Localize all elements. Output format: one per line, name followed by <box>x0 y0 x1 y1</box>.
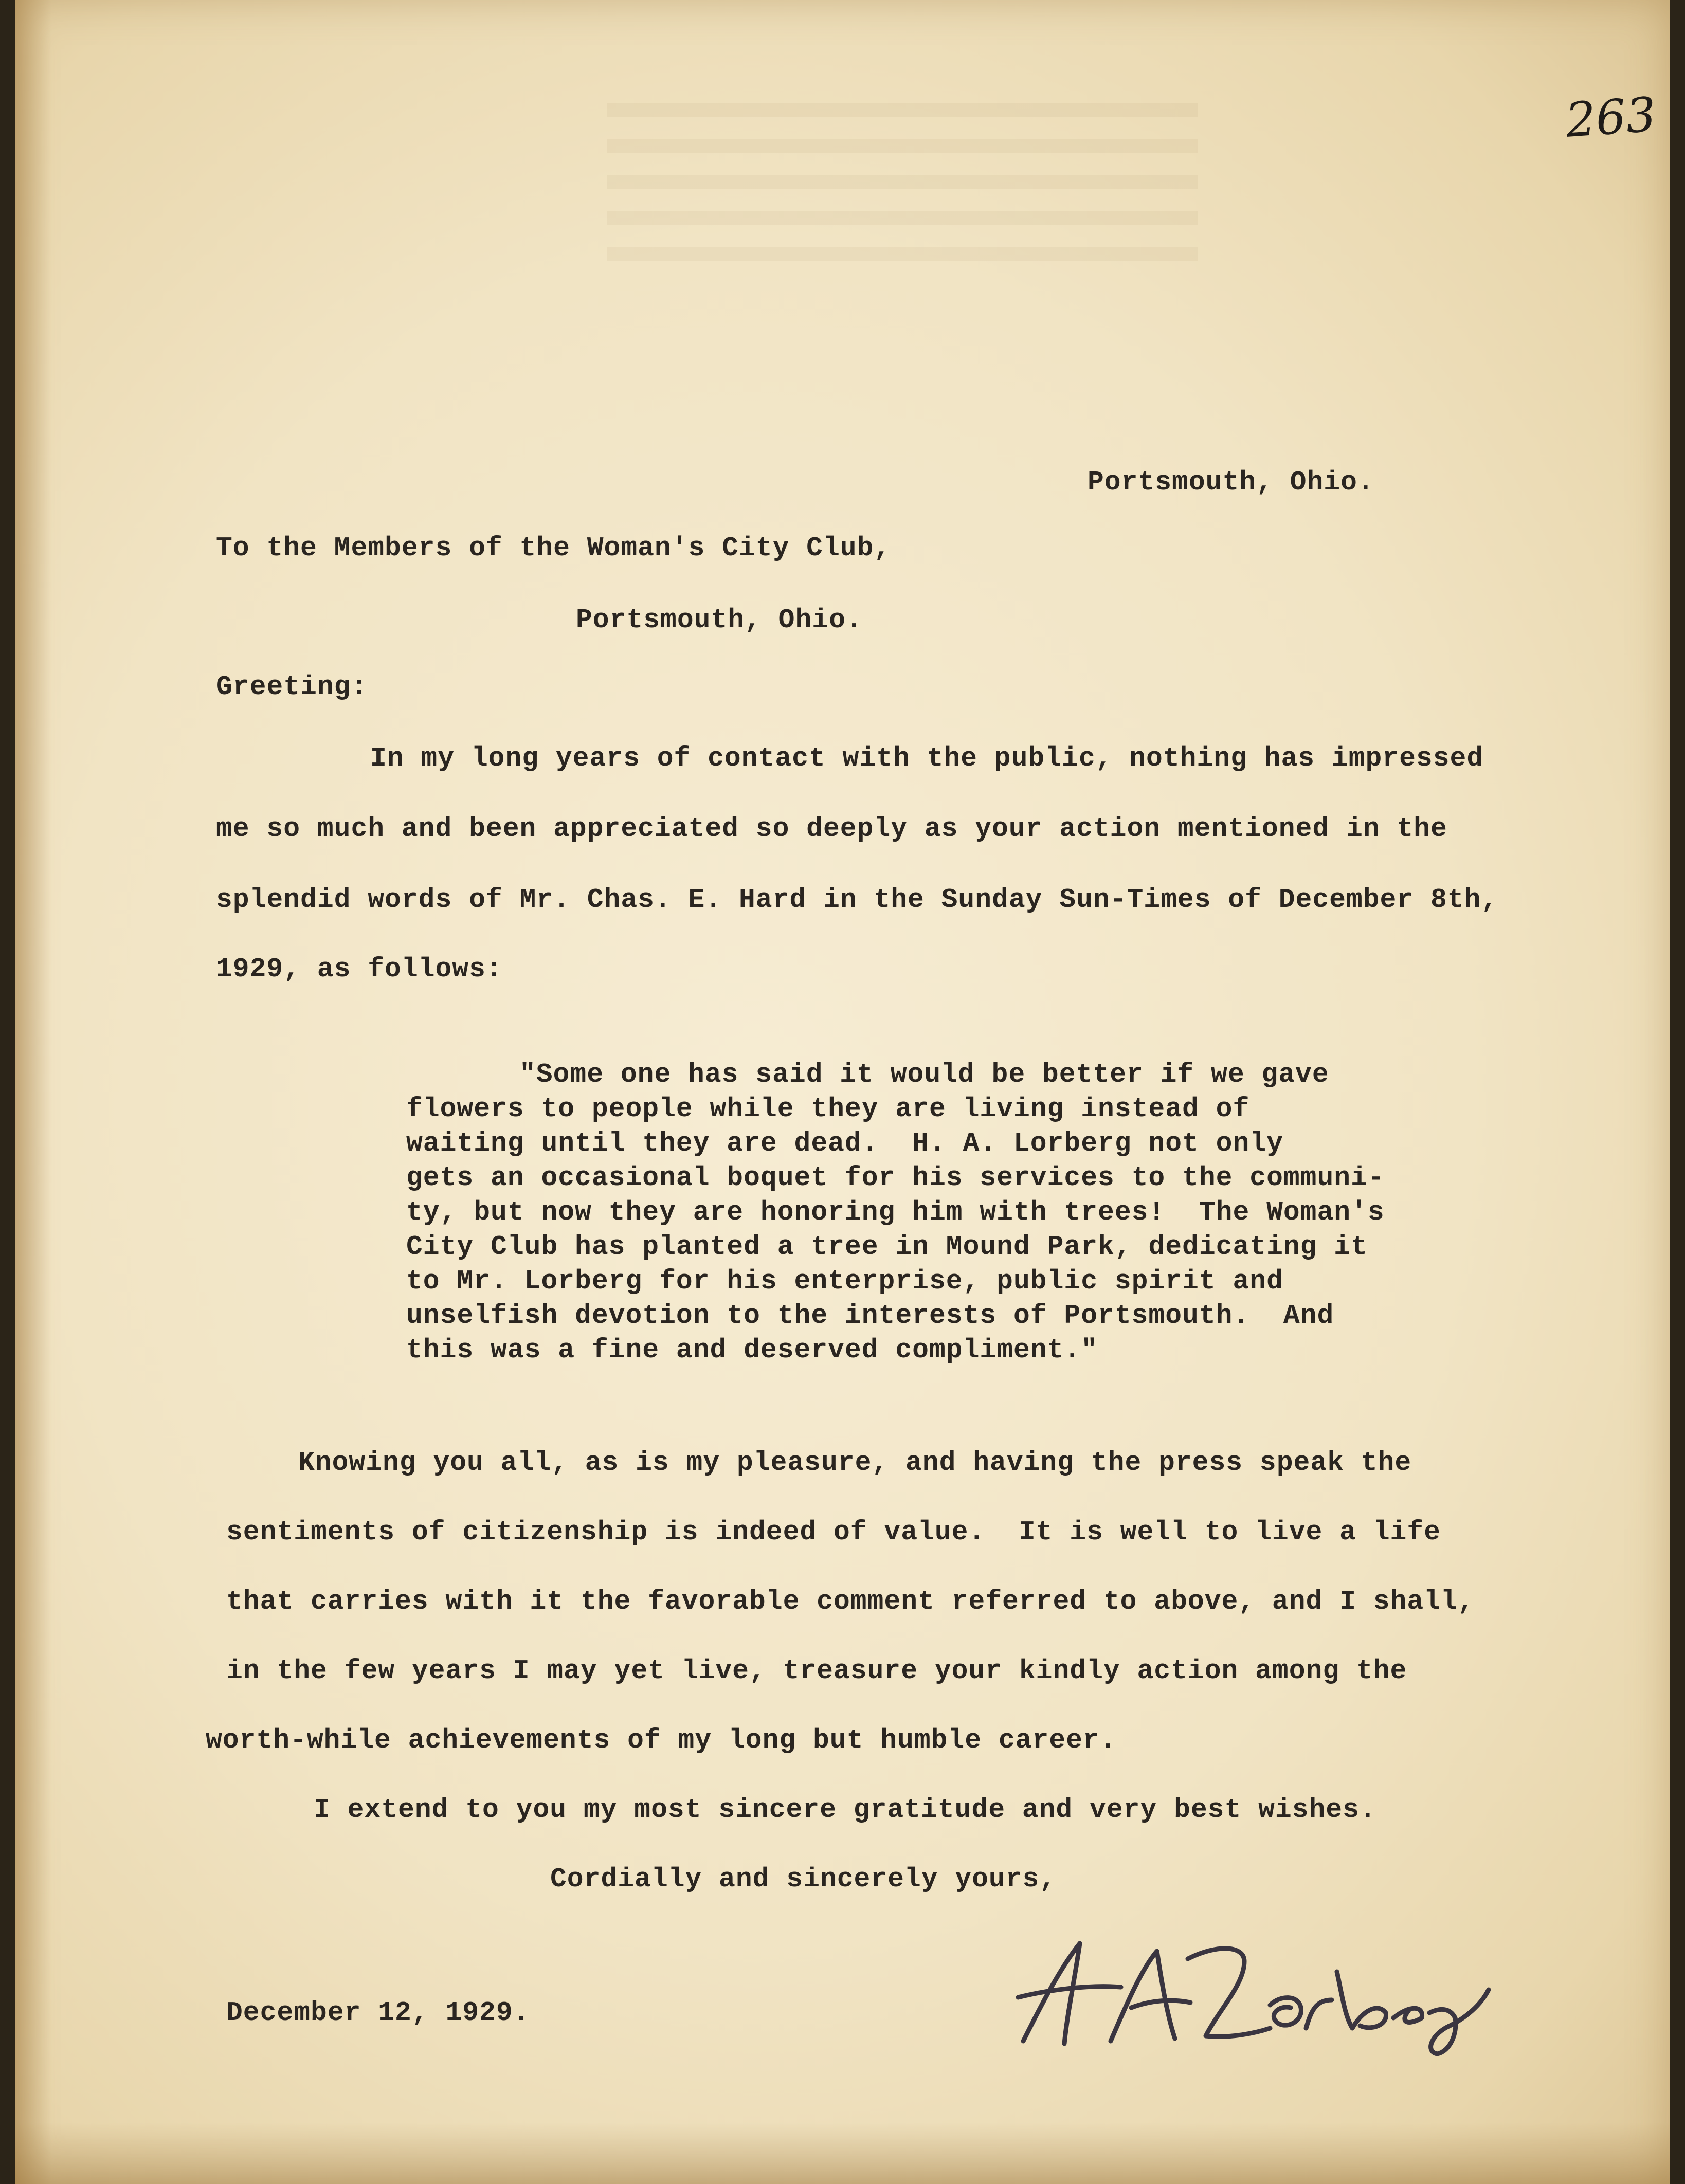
paragraph2-line: worth-while achievements of my long but humble career. <box>206 1725 1117 1756</box>
quote-line: flowers to people while they are living instead of <box>406 1094 1250 1124</box>
quote-line: waiting until they are dead. H. A. Lorberg not only <box>406 1128 1283 1159</box>
quote-line: "Some one has said it would be better if we gave <box>519 1059 1329 1090</box>
addressee-line-1: To the Members of the Woman's City Club, <box>216 533 891 563</box>
paragraph1-line: 1929, as follows: <box>216 954 503 985</box>
paragraph1-line: splendid words of Mr. Chas. E. Hard in the Sunday Sun-Times of December 8th, <box>216 884 1498 915</box>
paragraph2-line: in the few years I may yet live, treasure your kindly action among the <box>226 1655 1407 1686</box>
quote-line: gets an occasional boquet for his services to the communi- <box>406 1162 1385 1193</box>
letter-page <box>15 0 1670 2184</box>
quote-line: City Club has planted a tree in Mound Park, dedicating it <box>406 1231 1368 1262</box>
addressee-line-2: Portsmouth, Ohio. <box>576 605 863 635</box>
quote-line: this was a fine and deserved compliment." <box>406 1335 1098 1366</box>
paragraph2-line: Knowing you all, as is my pleasure, and having the press speak the <box>298 1447 1412 1478</box>
quote-line: unselfish devotion to the interests of Portsmouth. And <box>406 1300 1334 1331</box>
paragraph2-line: sentiments of citizenship is indeed of value. It is well to live a life <box>226 1517 1441 1548</box>
quote-line: ty, but now they are honoring him with trees! The Woman's <box>406 1197 1385 1228</box>
page-number: 263 <box>1564 87 1658 148</box>
letter-date: December 12, 1929. <box>226 1997 530 2028</box>
paragraph3: I extend to you my most sincere gratitude and very best wishes. <box>314 1794 1376 1825</box>
quote-line: to Mr. Lorberg for his enterprise, public spirit and <box>406 1266 1283 1297</box>
paragraph1-line: In my long years of contact with the public, nothing has impressed <box>370 743 1484 774</box>
closing: Cordially and sincerely yours, <box>550 1864 1057 1895</box>
paragraph1-line: me so much and been appreciated so deeply as your action mentioned in the <box>216 813 1447 844</box>
signature <box>1003 1923 1496 2056</box>
paragraph2-line: that carries with it the favorable comment referred to above, and I shall, <box>226 1586 1475 1617</box>
salutation: Greeting: <box>216 671 368 702</box>
place-header: Portsmouth, Ohio. <box>1088 467 1374 498</box>
faded-letterhead <box>607 103 1198 272</box>
